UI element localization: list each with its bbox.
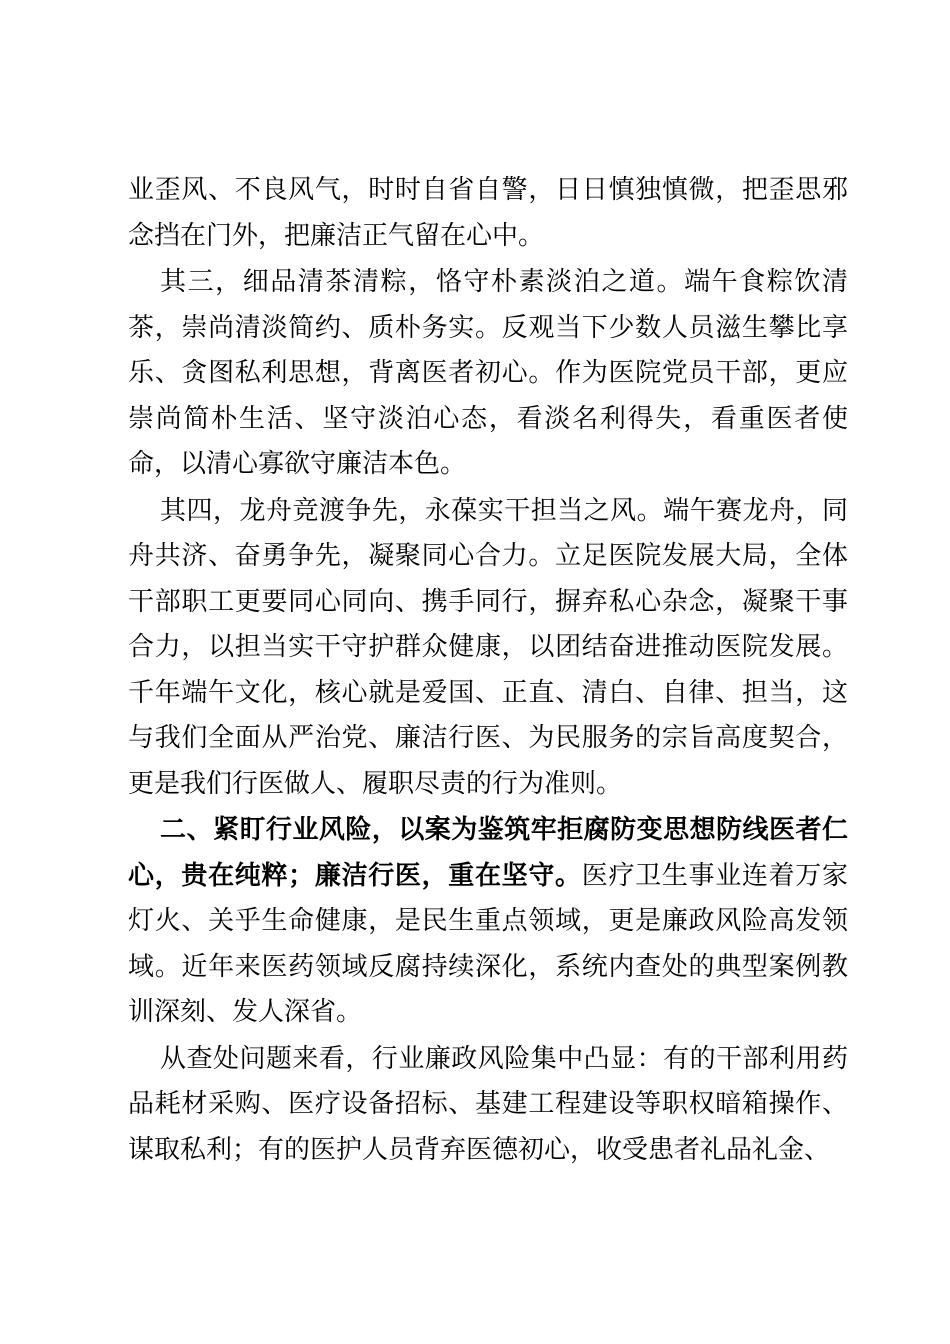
- paragraph-text: 其三，细品清茶清粽，恪守朴素淡泊之道。端午食粽饮清茶，崇尚清淡简约、质朴务实。反观当下少数人员滋生攀比享乐、贪图私利思想，背离医者初心。作为医院党员干部，更应崇尚简朴生活、坚守淡泊心态，看淡名利得失，看重医者使命，以清心寡欲守廉洁本色。: [128, 267, 848, 479]
- paragraph-section-four: [128, 489, 848, 808]
- section-heading: 二、紧盯行业风险，以案为鉴筑牢拒腐防变思想防线医者仁心，贵在纯粹；廉洁行医，重在坚守。: [128, 815, 848, 891]
- paragraph-continuation: [128, 168, 848, 259]
- paragraph-text: 业歪风、不良风气，时时自省自警，日日慎独慎微，把歪思邪念挡在门外，把廉洁正气留在心中。: [128, 175, 848, 251]
- paragraph-text: 从查处问题来看，行业廉政风险集中凸显：有的干部利用药品耗材采购、医疗设备招标、基建工程建设等职权暗箱操作、谋取私利；有的医护人员背弃医德初心，收受患者礼品礼金、: [128, 1043, 848, 1165]
- paragraph-text: 其四，龙舟竞渡争先，永葆实干担当之风。端午赛龙舟，同舟共济、奋勇争先，凝聚同心合力。立足医院发展大局，全体干部职工更要同心同向、携手同行，摒弃私心杂念，凝聚干事合力，以担当实干守护群众健康，以团结奋进推动医院发展。千年端午文化，核心就是爱国、正直、清白、自律、担当，这与我们全面从严治党、廉洁行医、为民服务的宗旨高度契合，更是我们行医做人、履职尽责的行为准则。: [128, 495, 848, 799]
- paragraph-section-three: [128, 260, 848, 488]
- paragraph-heading-two: [128, 808, 848, 1036]
- document-body: [128, 168, 848, 1173]
- paragraph-risks: [128, 1037, 848, 1174]
- paragraph-text: 医疗卫生事业连着万家灯火、关乎生命健康，是民生重点领域，更是廉政风险高发领域。近年来医药领域反腐持续深化，系统内查处的典型案例教训深刻、发人深省。: [128, 860, 848, 1027]
